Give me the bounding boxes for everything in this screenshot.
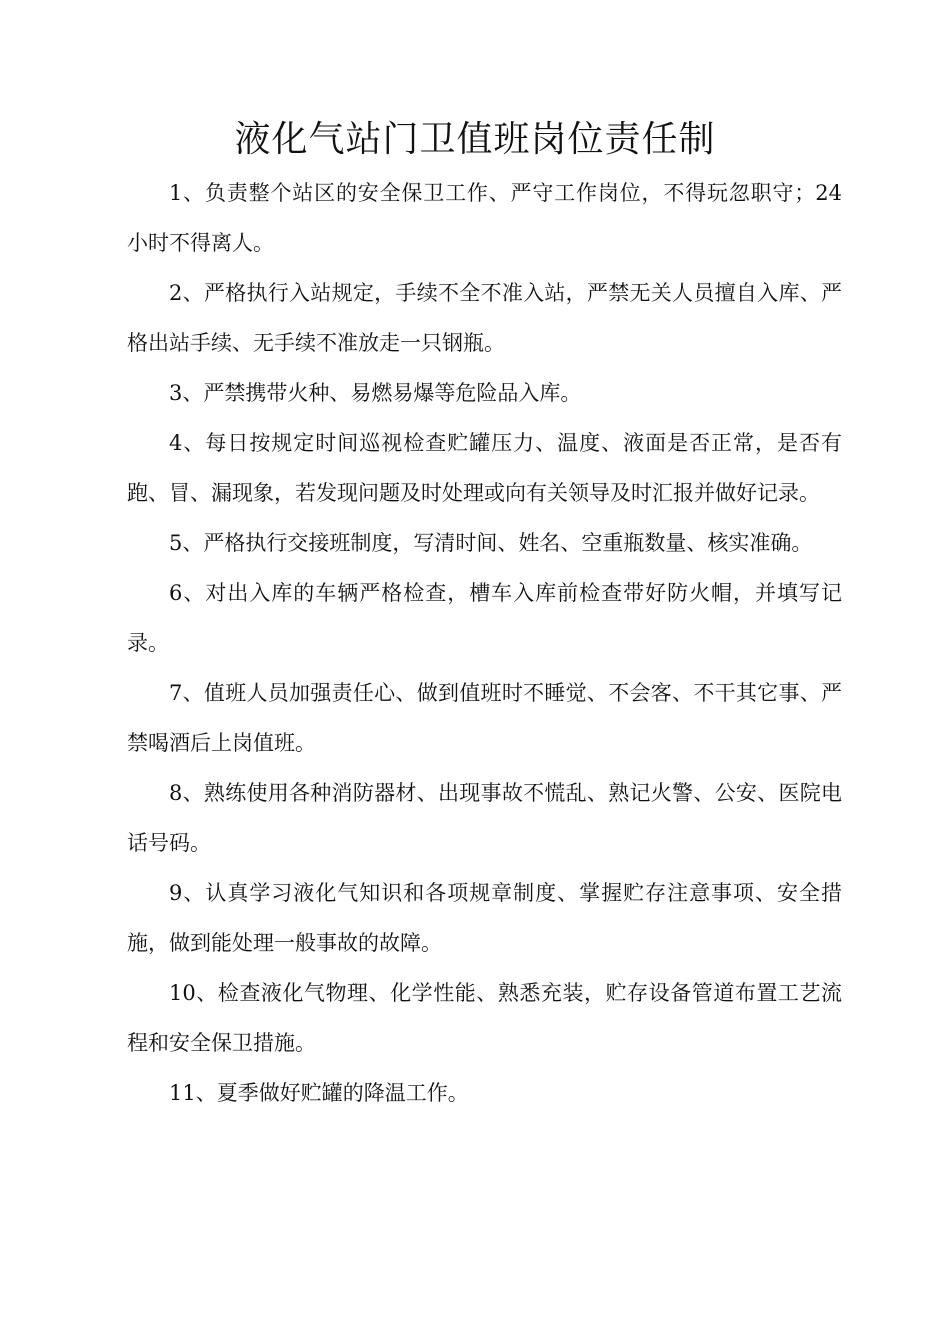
paragraph-11 (127, 1068, 842, 1118)
paragraph-line: 10、检查液化气物理、化学性能、熟悉充装，贮存设备管道布置工 (169, 981, 800, 1005)
document-body (127, 168, 842, 1118)
paragraph-line: 记录。 (757, 481, 820, 505)
paragraph-line: 措施，做到能处理一般事故的故障。 (127, 881, 842, 955)
paragraph-1 (127, 168, 842, 268)
document-title: 液化气站门卫值班岗位责任制 (234, 119, 716, 160)
paragraph-9 (127, 868, 842, 968)
paragraph-line: 3、严禁携带火种、易燃易爆等危险品入库。 (169, 381, 582, 405)
paragraph-line: 院电话号码。 (127, 781, 843, 855)
paragraph-line: 9、认真学习液化气知识和各项规章制度、掌握贮存注意事项、安全 (169, 881, 821, 905)
paragraph-4 (127, 418, 842, 518)
paragraph-8 (127, 768, 842, 868)
paragraph-2 (127, 268, 842, 368)
paragraph-line: 艺流程和安全保卫措施。 (127, 981, 842, 1055)
paragraph-line: 11、夏季做好贮罐的降温工作。 (169, 1081, 469, 1105)
paragraph-3 (127, 368, 842, 418)
paragraph-6 (127, 568, 842, 668)
paragraph-line: 5、严格执行交接班制度，写清时间、姓名、空重瓶数量、核实准确。 (169, 531, 813, 555)
paragraph-line: 2、严格执行入站规定，手续不全不准入站，严禁无关人员擅自入库、 (169, 281, 821, 305)
paragraph-line: 有跑、冒、漏现象，若发现问题及时处理或向有关领导及时汇报并做好 (127, 431, 842, 505)
paragraph-line: 记录。 (127, 581, 842, 655)
paragraph-line: 24 小时不得离人。 (127, 181, 842, 255)
paragraph-10 (127, 968, 842, 1068)
paragraph-line: 1、负责整个站区的安全保卫工作、严守工作岗位，不得玩忽职守； (169, 181, 816, 205)
paragraph-line: 严格出站手续、无手续不准放走一只钢瓶。 (127, 281, 842, 355)
paragraph-5 (127, 518, 842, 568)
paragraph-line: 6、对出入库的车辆严格检查，槽车入库前检查带好防火帽，并填写 (169, 581, 821, 605)
paragraph-line: 严禁喝酒后上岗值班。 (127, 681, 842, 755)
paragraph-7 (127, 668, 842, 768)
paragraph-line: 7、值班人员加强责任心、做到值班时不睡觉、不会客、不干其它事、 (169, 681, 821, 705)
paragraph-line: 8、熟练使用各种消防器材、出现事故不慌乱、熟记火警、公安、医 (169, 781, 800, 805)
paragraph-line: 4、每日按规定时间巡视检查贮罐压力、温度、液面是否正常，是否 (169, 431, 821, 455)
